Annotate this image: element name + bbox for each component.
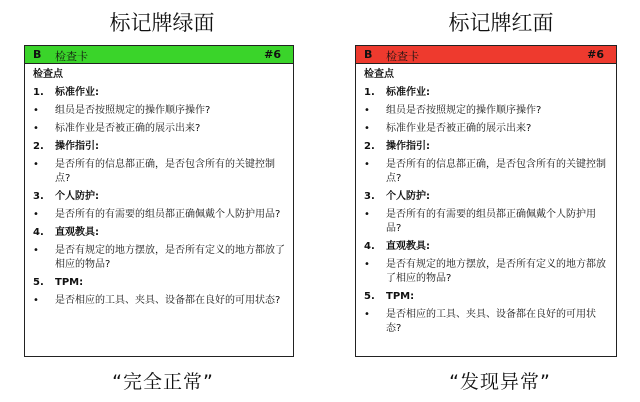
bullet-dot: • bbox=[33, 295, 39, 306]
item-label: 直观教具: bbox=[386, 241, 430, 252]
bullet-text: 标准作业是否被正确的展示出来? bbox=[386, 123, 532, 134]
bullet-item bbox=[364, 158, 608, 186]
item-label: TPM: bbox=[55, 277, 84, 288]
red-side-heading: 标记牌红面 bbox=[448, 11, 554, 35]
bullet-item bbox=[33, 244, 285, 272]
item-number: 2. bbox=[364, 141, 375, 152]
item-title bbox=[364, 190, 608, 204]
red-side-caption: “发现异常” bbox=[449, 371, 551, 393]
item-label: 个人防护: bbox=[55, 191, 99, 202]
item-title bbox=[33, 86, 285, 100]
bullet-item bbox=[33, 104, 285, 118]
item-number: 4. bbox=[364, 241, 375, 252]
bullet-item bbox=[364, 258, 608, 286]
card-letter: B bbox=[364, 48, 373, 61]
card-number: #6 bbox=[264, 48, 281, 61]
bullet-item bbox=[364, 122, 608, 136]
card-title: 检查卡 bbox=[55, 50, 88, 63]
item-title bbox=[33, 226, 285, 240]
bullet-text: 是否所有的信息都正确，是否包含所有的关键控制点? bbox=[386, 159, 606, 184]
bullet-dot: • bbox=[33, 159, 39, 170]
red-card-header bbox=[356, 46, 616, 64]
item-number: 3. bbox=[33, 191, 44, 202]
green-check-card bbox=[24, 45, 294, 357]
bullet-text: 是否有规定的地方摆放，是否所有定义的地方都放了相应的物品? bbox=[386, 259, 606, 284]
bullet-text: 是否相应的工具、夹具、设备都在良好的可用状态? bbox=[386, 309, 596, 334]
item-label: 操作指引: bbox=[386, 141, 430, 152]
card-body bbox=[25, 64, 293, 308]
bullet-item bbox=[33, 294, 285, 308]
bullet-text: 是否所有的有需要的组员都正确佩戴个人防护用品? bbox=[386, 209, 596, 234]
bullet-item bbox=[33, 208, 285, 222]
bullet-dot: • bbox=[364, 209, 370, 220]
item-title bbox=[364, 240, 608, 254]
bullet-text: 是否所有的有需要的组员都正确佩戴个人防护用品? bbox=[55, 209, 281, 220]
card-number: #6 bbox=[587, 48, 604, 61]
bullet-text: 组员是否按照规定的操作顺序操作? bbox=[386, 105, 542, 116]
green-card-header bbox=[25, 46, 293, 64]
bullet-dot: • bbox=[33, 123, 39, 134]
bullet-text: 是否有规定的地方摆放，是否所有定义的地方都放了相应的物品? bbox=[55, 245, 285, 270]
bullet-item bbox=[364, 208, 608, 236]
bullet-text: 组员是否按照规定的操作顺序操作? bbox=[55, 105, 211, 116]
bullet-dot: • bbox=[33, 209, 39, 220]
bullet-dot: • bbox=[364, 105, 370, 116]
bullet-dot: • bbox=[364, 123, 370, 134]
bullet-dot: • bbox=[364, 159, 370, 170]
item-label: 标准作业: bbox=[55, 87, 99, 98]
item-number: 1. bbox=[33, 87, 44, 98]
bullet-text: 是否所有的信息都正确，是否包含所有的关键控制点? bbox=[55, 159, 275, 184]
green-side-heading: 标记牌绿面 bbox=[109, 11, 215, 35]
bullet-dot: • bbox=[33, 105, 39, 116]
bullet-item bbox=[33, 122, 285, 136]
bullet-item bbox=[364, 104, 608, 118]
bullet-item bbox=[364, 308, 608, 336]
card-body bbox=[356, 64, 616, 336]
green-side-caption: “完全正常” bbox=[112, 371, 214, 393]
item-title bbox=[364, 140, 608, 154]
red-side-column bbox=[355, 0, 617, 394]
item-title bbox=[33, 190, 285, 204]
item-label: 个人防护: bbox=[386, 191, 430, 202]
item-number: 4. bbox=[33, 227, 44, 238]
item-number: 2. bbox=[33, 141, 44, 152]
bullet-text: 是否相应的工具、夹具、设备都在良好的可用状态? bbox=[55, 295, 281, 306]
green-side-column bbox=[24, 0, 294, 394]
item-number: 3. bbox=[364, 191, 375, 202]
item-number: 1. bbox=[364, 87, 375, 98]
bullet-dot: • bbox=[364, 259, 370, 270]
item-title bbox=[33, 140, 285, 154]
item-number: 5. bbox=[364, 291, 375, 302]
card-title: 检查卡 bbox=[386, 50, 419, 63]
bullet-item bbox=[33, 158, 285, 186]
section-title: 检查点 bbox=[33, 69, 63, 80]
item-title bbox=[364, 86, 608, 100]
card-letter: B bbox=[33, 48, 42, 61]
item-label: 标准作业: bbox=[386, 87, 430, 98]
item-number: 5. bbox=[33, 277, 44, 288]
item-title bbox=[364, 290, 608, 304]
item-title bbox=[33, 276, 285, 290]
bullet-dot: • bbox=[364, 309, 370, 320]
bullet-text: 标准作业是否被正确的展示出来? bbox=[55, 123, 201, 134]
red-check-card bbox=[355, 45, 617, 357]
bullet-dot: • bbox=[33, 245, 39, 256]
item-label: 操作指引: bbox=[55, 141, 99, 152]
item-label: TPM: bbox=[386, 291, 415, 302]
section-title: 检查点 bbox=[364, 69, 394, 80]
item-label: 直观教具: bbox=[55, 227, 99, 238]
